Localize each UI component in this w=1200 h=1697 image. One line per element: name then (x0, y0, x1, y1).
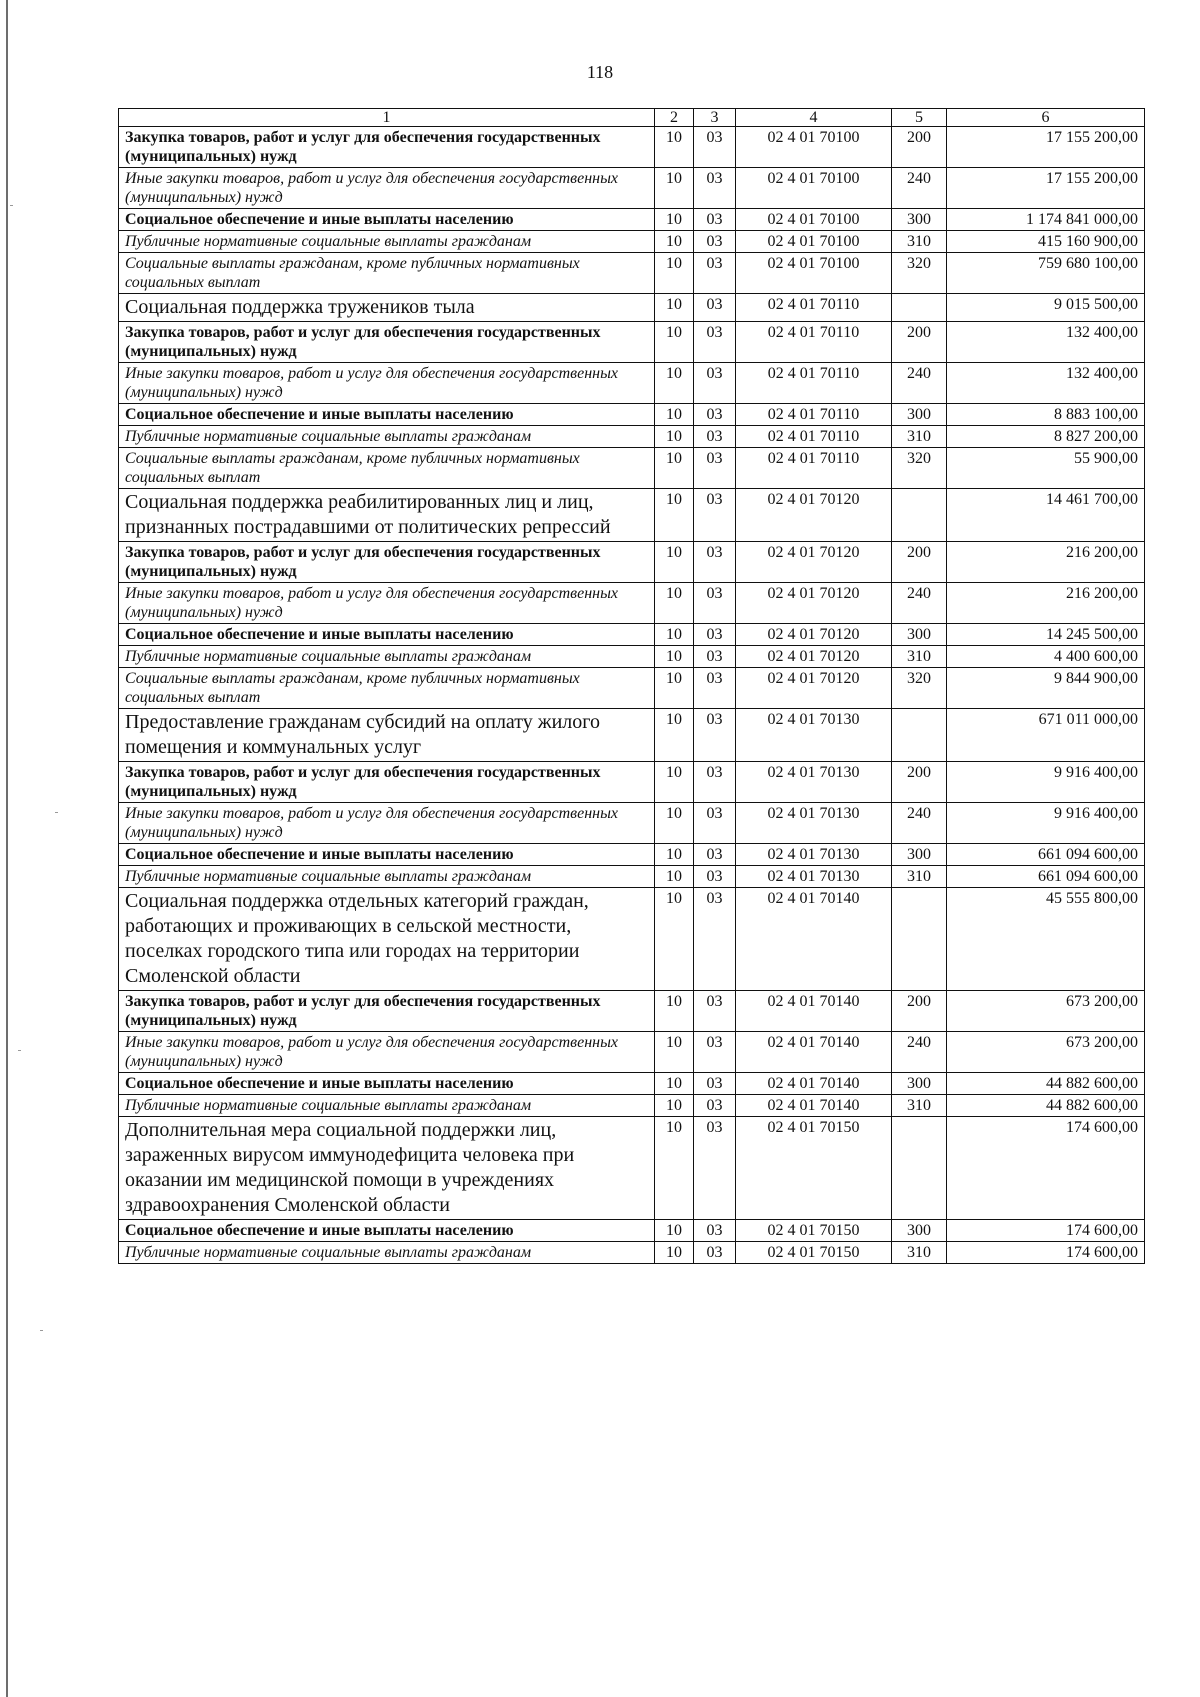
table-row (119, 583, 1145, 624)
table-row (119, 253, 1145, 294)
table-row (119, 168, 1145, 209)
header-cell-section: 2 (655, 109, 694, 127)
scan-speck (10, 205, 13, 206)
cell-target-code: 02 4 01 70100 (736, 127, 892, 168)
cell-amount: 9 916 400,00 (947, 803, 1145, 844)
budget-table (118, 108, 1145, 1264)
cell-subsection: 03 (694, 363, 736, 404)
table-row (119, 294, 1145, 322)
cell-subsection: 03 (694, 168, 736, 209)
cell-section: 10 (655, 542, 694, 583)
cell-target-code: 02 4 01 70110 (736, 322, 892, 363)
cell-amount: 44 882 600,00 (947, 1095, 1145, 1117)
cell-target-code: 02 4 01 70130 (736, 762, 892, 803)
page-number: 118 (586, 62, 614, 82)
cell-subsection: 03 (694, 1117, 736, 1220)
cell-subsection: 03 (694, 624, 736, 646)
cell-name: Публичные нормативные социальные выплаты гражданам (119, 1095, 655, 1117)
cell-amount: 8 827 200,00 (947, 426, 1145, 448)
cell-subsection: 03 (694, 1032, 736, 1073)
cell-name: Предоставление гражданам субсидий на оплату жилого помещения и коммунальных услуг (119, 709, 655, 762)
header-cell-name: 1 (119, 109, 655, 127)
header-cell-target-code: 4 (736, 109, 892, 127)
cell-amount: 55 900,00 (947, 448, 1145, 489)
table-row (119, 209, 1145, 231)
cell-expense-type: 310 (892, 866, 947, 888)
cell-subsection: 03 (694, 294, 736, 322)
cell-amount: 673 200,00 (947, 991, 1145, 1032)
cell-amount: 8 883 100,00 (947, 404, 1145, 426)
cell-name: Публичные нормативные социальные выплаты гражданам (119, 866, 655, 888)
cell-expense-type: 300 (892, 209, 947, 231)
cell-target-code: 02 4 01 70120 (736, 542, 892, 583)
table-row (119, 888, 1145, 991)
table-row (119, 1242, 1145, 1264)
cell-target-code: 02 4 01 70100 (736, 231, 892, 253)
cell-section: 10 (655, 253, 694, 294)
cell-target-code: 02 4 01 70150 (736, 1242, 892, 1264)
cell-target-code: 02 4 01 70150 (736, 1220, 892, 1242)
cell-expense-type: 200 (892, 322, 947, 363)
cell-subsection: 03 (694, 209, 736, 231)
cell-amount: 1 174 841 000,00 (947, 209, 1145, 231)
cell-amount: 174 600,00 (947, 1117, 1145, 1220)
cell-expense-type: 310 (892, 426, 947, 448)
scan-edge-line (6, 0, 8, 1697)
cell-subsection: 03 (694, 762, 736, 803)
cell-expense-type: 300 (892, 404, 947, 426)
cell-name: Социальное обеспечение и иные выплаты населению (119, 844, 655, 866)
cell-name: Социальные выплаты гражданам, кроме публичных нормативных социальных выплат (119, 253, 655, 294)
cell-subsection: 03 (694, 1095, 736, 1117)
cell-target-code: 02 4 01 70100 (736, 253, 892, 294)
cell-amount: 9 844 900,00 (947, 668, 1145, 709)
cell-name: Социальное обеспечение и иные выплаты населению (119, 209, 655, 231)
cell-target-code: 02 4 01 70130 (736, 866, 892, 888)
cell-section: 10 (655, 168, 694, 209)
cell-section: 10 (655, 1220, 694, 1242)
cell-section: 10 (655, 294, 694, 322)
cell-section: 10 (655, 489, 694, 542)
cell-name: Социальная поддержка отдельных категорий граждан, работающих и проживающих в сельской местности, поселках городского типа или городах на территории Смоленской области (119, 888, 655, 991)
cell-expense-type: 300 (892, 1073, 947, 1095)
cell-subsection: 03 (694, 888, 736, 991)
cell-name: Социальное обеспечение и иные выплаты населению (119, 1073, 655, 1095)
cell-subsection: 03 (694, 583, 736, 624)
cell-section: 10 (655, 363, 694, 404)
cell-target-code: 02 4 01 70110 (736, 363, 892, 404)
cell-name: Публичные нормативные социальные выплаты гражданам (119, 1242, 655, 1264)
cell-expense-type (892, 294, 947, 322)
cell-target-code: 02 4 01 70130 (736, 844, 892, 866)
cell-section: 10 (655, 866, 694, 888)
cell-name: Публичные нормативные социальные выплаты гражданам (119, 231, 655, 253)
cell-expense-type (892, 489, 947, 542)
cell-expense-type: 320 (892, 253, 947, 294)
cell-target-code: 02 4 01 70140 (736, 888, 892, 991)
cell-expense-type: 240 (892, 168, 947, 209)
cell-amount: 174 600,00 (947, 1242, 1145, 1264)
cell-subsection: 03 (694, 709, 736, 762)
cell-amount: 673 200,00 (947, 1032, 1145, 1073)
cell-subsection: 03 (694, 253, 736, 294)
table-row (119, 1073, 1145, 1095)
cell-name: Закупка товаров, работ и услуг для обеспечения государственных (муниципальных) нужд (119, 127, 655, 168)
table-row (119, 1117, 1145, 1220)
cell-subsection: 03 (694, 542, 736, 583)
cell-subsection: 03 (694, 1242, 736, 1264)
table-body (119, 127, 1145, 1264)
cell-expense-type: 240 (892, 803, 947, 844)
cell-target-code: 02 4 01 70120 (736, 668, 892, 709)
cell-section: 10 (655, 583, 694, 624)
cell-subsection: 03 (694, 1220, 736, 1242)
cell-subsection: 03 (694, 448, 736, 489)
table-row (119, 866, 1145, 888)
cell-subsection: 03 (694, 322, 736, 363)
table-row (119, 426, 1145, 448)
cell-section: 10 (655, 709, 694, 762)
cell-amount: 216 200,00 (947, 583, 1145, 624)
cell-target-code: 02 4 01 70100 (736, 209, 892, 231)
cell-target-code: 02 4 01 70110 (736, 404, 892, 426)
table-row (119, 668, 1145, 709)
cell-name: Закупка товаров, работ и услуг для обеспечения государственных (муниципальных) нужд (119, 542, 655, 583)
cell-target-code: 02 4 01 70120 (736, 583, 892, 624)
table-row (119, 127, 1145, 168)
cell-target-code: 02 4 01 70110 (736, 426, 892, 448)
cell-expense-type: 200 (892, 762, 947, 803)
scan-speck (18, 1050, 21, 1051)
cell-section: 10 (655, 209, 694, 231)
cell-section: 10 (655, 127, 694, 168)
cell-expense-type: 300 (892, 1220, 947, 1242)
cell-amount: 216 200,00 (947, 542, 1145, 583)
cell-expense-type: 200 (892, 991, 947, 1032)
table-row (119, 231, 1145, 253)
cell-target-code: 02 4 01 70100 (736, 168, 892, 209)
cell-amount: 14 245 500,00 (947, 624, 1145, 646)
cell-amount: 174 600,00 (947, 1220, 1145, 1242)
table-row (119, 803, 1145, 844)
cell-subsection: 03 (694, 646, 736, 668)
header-cell-subsection: 3 (694, 109, 736, 127)
table-row (119, 1095, 1145, 1117)
cell-target-code: 02 4 01 70120 (736, 624, 892, 646)
cell-expense-type: 320 (892, 668, 947, 709)
cell-expense-type (892, 1117, 947, 1220)
cell-section: 10 (655, 448, 694, 489)
cell-expense-type: 240 (892, 363, 947, 404)
cell-section: 10 (655, 762, 694, 803)
cell-name: Закупка товаров, работ и услуг для обеспечения государственных (муниципальных) нужд (119, 322, 655, 363)
cell-amount: 661 094 600,00 (947, 866, 1145, 888)
table-row (119, 322, 1145, 363)
cell-name: Социальная поддержка тружеников тыла (119, 294, 655, 322)
cell-expense-type: 310 (892, 231, 947, 253)
cell-section: 10 (655, 1117, 694, 1220)
table-row (119, 1220, 1145, 1242)
cell-name: Социальное обеспечение и иные выплаты населению (119, 624, 655, 646)
cell-expense-type: 300 (892, 844, 947, 866)
cell-target-code: 02 4 01 70130 (736, 709, 892, 762)
table-row (119, 1032, 1145, 1073)
cell-section: 10 (655, 322, 694, 363)
cell-section: 10 (655, 426, 694, 448)
cell-section: 10 (655, 646, 694, 668)
cell-expense-type: 240 (892, 1032, 947, 1073)
table-row (119, 489, 1145, 542)
cell-section: 10 (655, 1242, 694, 1264)
cell-expense-type: 310 (892, 646, 947, 668)
cell-expense-type: 320 (892, 448, 947, 489)
cell-subsection: 03 (694, 426, 736, 448)
cell-section: 10 (655, 844, 694, 866)
cell-target-code: 02 4 01 70140 (736, 1095, 892, 1117)
cell-amount: 17 155 200,00 (947, 168, 1145, 209)
cell-subsection: 03 (694, 231, 736, 253)
cell-amount: 759 680 100,00 (947, 253, 1145, 294)
cell-name: Социальные выплаты гражданам, кроме публичных нормативных социальных выплат (119, 448, 655, 489)
cell-name: Социальные выплаты гражданам, кроме публичных нормативных социальных выплат (119, 668, 655, 709)
cell-section: 10 (655, 668, 694, 709)
cell-amount: 45 555 800,00 (947, 888, 1145, 991)
cell-name: Публичные нормативные социальные выплаты гражданам (119, 426, 655, 448)
cell-target-code: 02 4 01 70120 (736, 489, 892, 542)
cell-section: 10 (655, 888, 694, 991)
cell-expense-type: 300 (892, 624, 947, 646)
cell-expense-type: 240 (892, 583, 947, 624)
cell-expense-type: 310 (892, 1242, 947, 1264)
table-row (119, 646, 1145, 668)
cell-section: 10 (655, 404, 694, 426)
cell-subsection: 03 (694, 489, 736, 542)
cell-name: Иные закупки товаров, работ и услуг для обеспечения государственных (муниципальных) нужд (119, 363, 655, 404)
cell-target-code: 02 4 01 70140 (736, 991, 892, 1032)
cell-target-code: 02 4 01 70150 (736, 1117, 892, 1220)
cell-amount: 415 160 900,00 (947, 231, 1145, 253)
cell-expense-type (892, 709, 947, 762)
cell-subsection: 03 (694, 844, 736, 866)
table-row (119, 844, 1145, 866)
header-cell-expense-type: 5 (892, 109, 947, 127)
cell-section: 10 (655, 991, 694, 1032)
cell-amount: 9 916 400,00 (947, 762, 1145, 803)
cell-name: Иные закупки товаров, работ и услуг для обеспечения государственных (муниципальных) нужд (119, 803, 655, 844)
cell-name: Закупка товаров, работ и услуг для обеспечения государственных (муниципальных) нужд (119, 762, 655, 803)
cell-target-code: 02 4 01 70110 (736, 294, 892, 322)
table-row (119, 542, 1145, 583)
cell-amount: 661 094 600,00 (947, 844, 1145, 866)
table-header-row (119, 109, 1145, 127)
cell-name: Социальное обеспечение и иные выплаты населению (119, 404, 655, 426)
table-row (119, 448, 1145, 489)
cell-amount: 4 400 600,00 (947, 646, 1145, 668)
cell-subsection: 03 (694, 404, 736, 426)
cell-section: 10 (655, 1095, 694, 1117)
cell-amount: 9 015 500,00 (947, 294, 1145, 322)
cell-name: Закупка товаров, работ и услуг для обеспечения государственных (муниципальных) нужд (119, 991, 655, 1032)
cell-amount: 44 882 600,00 (947, 1073, 1145, 1095)
cell-name: Социальное обеспечение и иные выплаты населению (119, 1220, 655, 1242)
cell-expense-type: 200 (892, 127, 947, 168)
cell-target-code: 02 4 01 70120 (736, 646, 892, 668)
cell-name: Дополнительная мера социальной поддержки лиц, зараженных вирусом иммунодефицита человека при оказании им медицинской помощи в учреждениях здравоохранения Смоленской области (119, 1117, 655, 1220)
cell-section: 10 (655, 1032, 694, 1073)
table-row (119, 709, 1145, 762)
cell-target-code: 02 4 01 70110 (736, 448, 892, 489)
scan-speck (40, 1330, 43, 1331)
cell-expense-type: 310 (892, 1095, 947, 1117)
cell-amount: 14 461 700,00 (947, 489, 1145, 542)
cell-target-code: 02 4 01 70140 (736, 1073, 892, 1095)
scan-speck (55, 812, 58, 813)
cell-expense-type: 200 (892, 542, 947, 583)
cell-section: 10 (655, 803, 694, 844)
table-row (119, 363, 1145, 404)
cell-subsection: 03 (694, 668, 736, 709)
cell-subsection: 03 (694, 127, 736, 168)
cell-name: Иные закупки товаров, работ и услуг для обеспечения государственных (муниципальных) нужд (119, 583, 655, 624)
table-row (119, 762, 1145, 803)
header-cell-amount: 6 (947, 109, 1145, 127)
cell-amount: 132 400,00 (947, 322, 1145, 363)
cell-subsection: 03 (694, 1073, 736, 1095)
cell-name: Социальная поддержка реабилитированных лиц и лиц, признанных пострадавшими от политических репрессий (119, 489, 655, 542)
cell-amount: 132 400,00 (947, 363, 1145, 404)
cell-expense-type (892, 888, 947, 991)
cell-target-code: 02 4 01 70140 (736, 1032, 892, 1073)
cell-subsection: 03 (694, 803, 736, 844)
cell-amount: 671 011 000,00 (947, 709, 1145, 762)
cell-section: 10 (655, 1073, 694, 1095)
cell-target-code: 02 4 01 70130 (736, 803, 892, 844)
cell-amount: 17 155 200,00 (947, 127, 1145, 168)
cell-section: 10 (655, 624, 694, 646)
cell-subsection: 03 (694, 991, 736, 1032)
table-row (119, 624, 1145, 646)
cell-section: 10 (655, 231, 694, 253)
table-row (119, 991, 1145, 1032)
cell-name: Иные закупки товаров, работ и услуг для обеспечения государственных (муниципальных) нужд (119, 168, 655, 209)
cell-subsection: 03 (694, 866, 736, 888)
cell-name: Иные закупки товаров, работ и услуг для обеспечения государственных (муниципальных) нужд (119, 1032, 655, 1073)
cell-name: Публичные нормативные социальные выплаты гражданам (119, 646, 655, 668)
table-row (119, 404, 1145, 426)
